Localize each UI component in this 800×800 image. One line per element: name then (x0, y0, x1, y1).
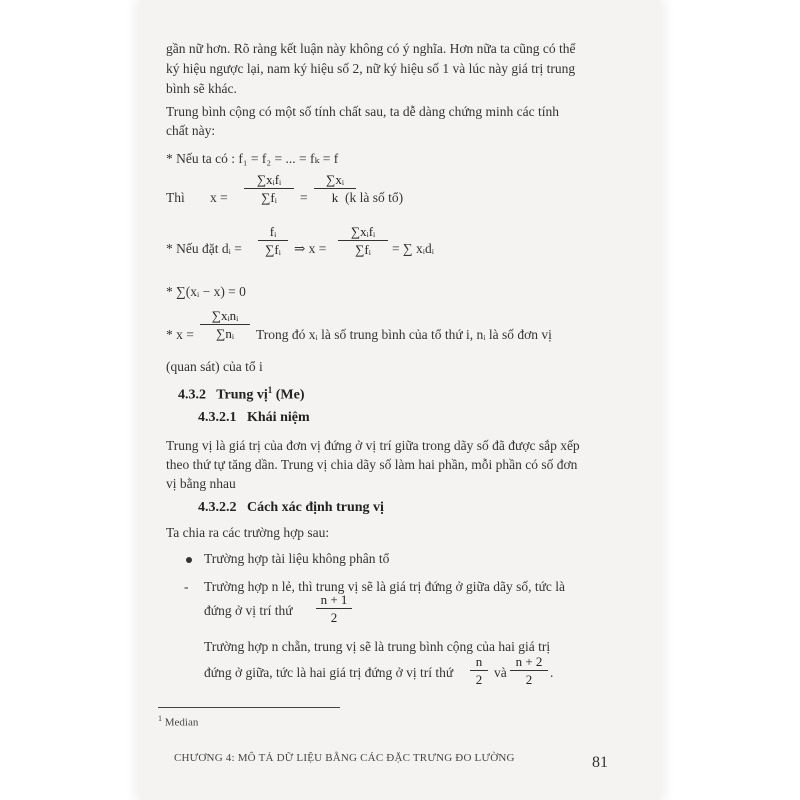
property-1: * Nếu ta có : f₁ = f₂ = ... = fₖ = f (166, 151, 339, 166)
section-number: 4.3.2.2 (198, 500, 237, 515)
fraction-numerator: ∑xᵢfᵢ (256, 172, 282, 187)
fraction-numerator: n + 1 (320, 592, 348, 607)
paragraph-2-line-2: chất này: (166, 123, 216, 138)
paragraph-5-line-1: Trường hợp n chẵn, trung vị sẽ là trung bình cộng của hai giá trị (204, 639, 551, 654)
bullet-1-text: Trường hợp tài liệu không phân tổ (204, 551, 390, 566)
property-2-lead: * Nếu đặt dᵢ = (166, 241, 242, 256)
fraction-denominator: 2 (330, 610, 338, 625)
paragraph-2-line-1: Trung bình cộng có một số tính chất sau, ta dễ dàng chứng minh các tính (166, 104, 560, 119)
fraction-denominator: 2 (525, 672, 533, 687)
x-bar-equals: x = (210, 190, 228, 205)
chapter-footer: CHƯƠNG 4: MÔ TẢ DỮ LIỆU BẰNG CÁC ĐẶC TRƯNG ĐO LƯỜNG (174, 752, 515, 764)
fraction-numerator: ∑xᵢnᵢ (211, 308, 239, 323)
fraction-bar (338, 240, 388, 241)
property-4-line-2: (quan sát) của tổ i (166, 359, 263, 374)
dash-marker: - (184, 579, 189, 594)
equals-sign: = (300, 190, 308, 205)
and-word: và (494, 665, 507, 680)
paragraph-1-line-3: bình sẽ khác. (166, 81, 237, 96)
footnote-divider (158, 707, 340, 708)
fraction-sum-xf-over-sum-f-2 (338, 224, 388, 257)
footnote-marker: 1 (158, 714, 162, 723)
book-page (140, 0, 660, 800)
property-4-explanation: Trong đó xᵢ là số trung bình của tổ thứ i, nᵢ là số đơn vị (256, 327, 552, 342)
fraction-sum-xn-over-sum-n (200, 308, 250, 341)
dash-1-line-2: đứng ở vị trí thứ (204, 603, 293, 618)
fraction-bar (470, 670, 488, 671)
fraction-denominator: ∑fᵢ (261, 190, 277, 205)
fraction-bar (316, 608, 352, 609)
section-title: Cách xác định trung vị (247, 500, 384, 515)
paragraph-1-line-1: gần nữ hơn. Rõ ràng kết luận này không có ý nghĩa. Hơn nữa ta cũng có thể (166, 41, 576, 56)
section-4-3-2-heading (178, 385, 305, 404)
page-number: 81 (592, 754, 608, 771)
footnote-text: Median (164, 716, 199, 729)
fraction-bar (244, 188, 294, 189)
paragraph-4: Ta chia ra các trường hợp sau: (166, 525, 330, 540)
dash-1-line-1: Trường hợp n lẻ, thì trung vị sẽ là giá trị đứng ở giữa dãy số, tức là (204, 579, 566, 594)
paragraph-3-line-1: Trung vị là giá trị của đơn vị đứng ở vị trí giữa trong dãy số đã được sắp xếp (166, 438, 580, 453)
fraction-denominator: ∑fᵢ (355, 242, 371, 257)
implies-x-bar: ⇒ x = (294, 241, 327, 256)
section-number: 4.3.2 (178, 387, 206, 403)
paragraph-1-line-2: ký hiệu ngược lại, nam ký hiệu số 2, nữ ký hiệu số 1 và lúc này giá trị trung (166, 61, 576, 76)
property-3: * ∑(xᵢ − x) = 0 (166, 284, 246, 299)
paragraph-3-line-2: theo thứ tự tăng dần. Trung vị chia dãy số làm hai phần, mỗi phần có số đơn (166, 457, 578, 472)
sentence-end: . (550, 665, 554, 680)
section-4-3-2-1-heading (198, 410, 310, 426)
section-abbr: (Me) (275, 387, 305, 403)
fraction-denominator: ∑nᵢ (216, 326, 234, 341)
footnote-ref: 1 (267, 385, 273, 395)
fraction-bar (200, 324, 250, 325)
fraction-denominator: 2 (475, 672, 483, 687)
fraction-bar (258, 240, 288, 241)
fraction-n-over-2 (470, 654, 488, 687)
fraction-n-plus-2-over-2 (510, 654, 548, 687)
fraction-n-plus-1-over-2 (316, 592, 352, 625)
fraction-denominator: ∑fᵢ (265, 242, 281, 257)
section-4-3-2-2-heading (198, 500, 384, 516)
thi-label: Thì (166, 190, 185, 205)
fraction-bar (510, 670, 548, 671)
footnote (158, 714, 198, 729)
fraction-sum-xf-over-sum-f (244, 172, 294, 205)
fraction-numerator: ∑xᵢfᵢ (350, 224, 376, 239)
paragraph-3-line-3: vị bằng nhau (166, 476, 236, 491)
sum-x-d: = ∑ xᵢdᵢ (392, 241, 434, 256)
bullet-dot-icon (186, 557, 192, 563)
fraction-numerator: fᵢ (269, 224, 277, 239)
section-title: Trung vị (216, 387, 268, 403)
fraction-numerator: n (475, 654, 483, 669)
k-note: (k là số tổ) (345, 190, 404, 205)
property-4-lead: * x = (166, 327, 194, 342)
fraction-f-over-sum-f (258, 224, 288, 257)
fraction-numerator: n + 2 (515, 654, 543, 669)
section-title: Khái niệm (247, 410, 310, 425)
fraction-denominator: k (331, 190, 339, 205)
section-number: 4.3.2.1 (198, 410, 237, 425)
paragraph-5-line-2: đứng ở giữa, tức là hai giá trị đứng ở vị trí thứ (204, 665, 454, 680)
fraction-numerator: ∑xᵢ (326, 172, 344, 187)
